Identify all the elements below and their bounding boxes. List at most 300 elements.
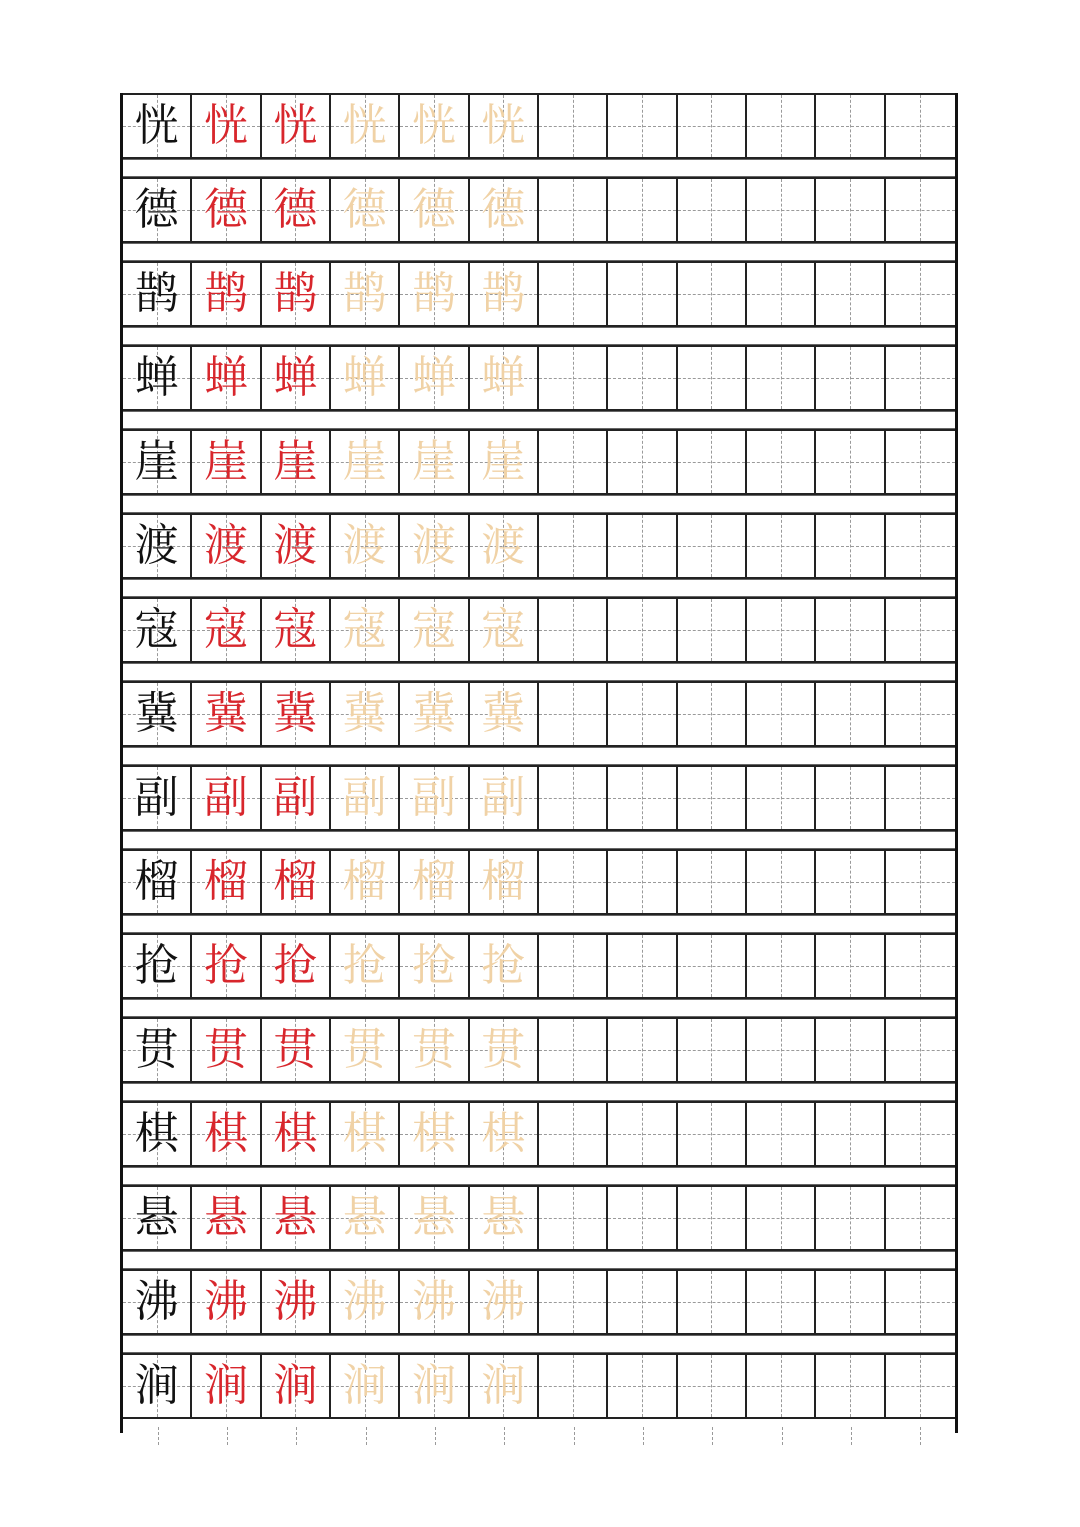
row-spacer	[123, 1335, 955, 1353]
trace-character: 涧	[411, 1360, 456, 1411]
grid-cell[interactable]	[400, 515, 469, 577]
grid-cell[interactable]	[678, 599, 747, 661]
row-spacer	[123, 495, 955, 513]
example-character: 涧	[203, 1360, 248, 1411]
trace-character: 冀	[481, 688, 526, 739]
grid-cell[interactable]	[678, 767, 747, 829]
trace-character: 榴	[481, 856, 526, 907]
trace-character: 崖	[481, 436, 526, 487]
grid-cell[interactable]	[608, 599, 677, 661]
grid-cell[interactable]	[886, 935, 955, 997]
grid-cell[interactable]	[816, 347, 885, 409]
grid-cell[interactable]	[886, 1187, 955, 1249]
grid-cell[interactable]	[886, 1103, 955, 1165]
trace-character: 寇	[411, 604, 456, 655]
grid-cell[interactable]	[678, 179, 747, 241]
grid-cell[interactable]	[886, 515, 955, 577]
trace-character: 渡	[481, 520, 526, 571]
row-spacer	[123, 999, 955, 1017]
grid-cell[interactable]	[678, 347, 747, 409]
row-spacer	[123, 1167, 955, 1185]
practice-row	[123, 345, 955, 411]
grid-cell[interactable]	[816, 1019, 885, 1081]
example-character: 冀	[203, 688, 248, 739]
practice-sheet	[120, 93, 958, 1433]
grid-cell	[192, 347, 261, 409]
grid-cell[interactable]	[400, 1103, 469, 1165]
grid-cell[interactable]	[816, 599, 885, 661]
grid-cell[interactable]	[816, 683, 885, 745]
trace-character: 贯	[342, 1024, 387, 1075]
grid-cell[interactable]	[608, 1103, 677, 1165]
grid-cell[interactable]	[539, 767, 608, 829]
grid-cell[interactable]	[678, 1355, 747, 1417]
grid-cell	[123, 515, 192, 577]
grid-cell[interactable]	[816, 767, 885, 829]
grid-cell[interactable]	[816, 851, 885, 913]
grid-cell[interactable]	[331, 347, 400, 409]
grid-cell[interactable]	[539, 599, 608, 661]
grid-cell[interactable]	[539, 1355, 608, 1417]
grid-cell[interactable]	[400, 935, 469, 997]
guide-stub	[262, 1427, 331, 1445]
grid-cell[interactable]	[608, 179, 677, 241]
example-character: 贯	[203, 1024, 248, 1075]
grid-cell[interactable]	[678, 683, 747, 745]
grid-cell[interactable]	[539, 1019, 608, 1081]
grid-cell[interactable]	[816, 431, 885, 493]
model-character: 德	[134, 184, 179, 235]
grid-cell[interactable]	[608, 935, 677, 997]
grid-cell[interactable]	[747, 1103, 816, 1165]
trace-character: 抢	[342, 940, 387, 991]
guide-stub	[608, 1427, 677, 1445]
grid-cell[interactable]	[400, 1019, 469, 1081]
row-spacer	[123, 747, 955, 765]
example-character: 寇	[273, 604, 318, 655]
trace-character: 蝉	[342, 352, 387, 403]
grid-cell[interactable]	[608, 851, 677, 913]
trace-character: 鹊	[481, 268, 526, 319]
grid-cell[interactable]	[747, 1187, 816, 1249]
grid-cell[interactable]	[678, 263, 747, 325]
grid-cell[interactable]	[608, 1187, 677, 1249]
grid-cell[interactable]	[400, 851, 469, 913]
grid-cell	[262, 179, 331, 241]
grid-cell[interactable]	[608, 1271, 677, 1333]
grid-cell[interactable]	[816, 935, 885, 997]
grid-cell	[262, 683, 331, 745]
grid-cell	[192, 1103, 261, 1165]
grid-cell[interactable]	[747, 347, 816, 409]
grid-cell[interactable]	[331, 935, 400, 997]
grid-cell[interactable]	[470, 1019, 539, 1081]
grid-cell	[262, 347, 331, 409]
model-character: 沸	[134, 1276, 179, 1327]
grid-cell[interactable]	[470, 179, 539, 241]
grid-cell	[192, 431, 261, 493]
example-character: 恍	[273, 100, 318, 151]
grid-cell	[123, 767, 192, 829]
grid-cell	[123, 599, 192, 661]
model-character: 寇	[134, 604, 179, 655]
grid-cell	[123, 1019, 192, 1081]
grid-cell[interactable]	[747, 431, 816, 493]
example-character: 悬	[273, 1192, 318, 1243]
grid-cell	[262, 515, 331, 577]
grid-cell[interactable]	[470, 851, 539, 913]
grid-cell[interactable]	[678, 431, 747, 493]
grid-cell[interactable]	[608, 1019, 677, 1081]
grid-cell[interactable]	[678, 1103, 747, 1165]
row-spacer	[123, 327, 955, 345]
trace-character: 渡	[411, 520, 456, 571]
grid-cell	[123, 851, 192, 913]
grid-cell	[262, 1355, 331, 1417]
model-character: 贯	[134, 1024, 179, 1075]
grid-cell[interactable]	[470, 1271, 539, 1333]
grid-cell	[262, 1103, 331, 1165]
grid-cell[interactable]	[886, 1355, 955, 1417]
grid-cell[interactable]	[816, 179, 885, 241]
grid-cell[interactable]	[678, 1019, 747, 1081]
model-character: 崖	[134, 436, 179, 487]
trace-character: 沸	[481, 1276, 526, 1327]
grid-cell[interactable]	[331, 179, 400, 241]
model-character: 冀	[134, 688, 179, 739]
trace-character: 沸	[411, 1276, 456, 1327]
grid-cell[interactable]	[608, 347, 677, 409]
grid-cell[interactable]	[331, 431, 400, 493]
grid-cell[interactable]	[539, 515, 608, 577]
trace-character: 恍	[411, 100, 456, 151]
trace-character: 鹊	[342, 268, 387, 319]
model-character: 恍	[134, 100, 179, 151]
grid-cell[interactable]	[400, 1187, 469, 1249]
grid-cell[interactable]	[539, 1103, 608, 1165]
grid-cell[interactable]	[331, 683, 400, 745]
grid-cell[interactable]	[678, 851, 747, 913]
grid-cell[interactable]	[816, 95, 885, 157]
trace-character: 寇	[342, 604, 387, 655]
model-character: 蝉	[134, 352, 179, 403]
grid-cell	[123, 1103, 192, 1165]
grid-cell[interactable]	[608, 515, 677, 577]
example-character: 沸	[273, 1276, 318, 1327]
grid-cell	[123, 683, 192, 745]
grid-cell[interactable]	[608, 1355, 677, 1417]
grid-cell[interactable]	[470, 95, 539, 157]
row-spacer	[123, 411, 955, 429]
guide-stub	[470, 1427, 539, 1445]
grid-cell[interactable]	[539, 683, 608, 745]
grid-cell[interactable]	[331, 1019, 400, 1081]
grid-cell[interactable]	[470, 935, 539, 997]
grid-cell[interactable]	[539, 263, 608, 325]
grid-cell[interactable]	[747, 1271, 816, 1333]
grid-cell[interactable]	[331, 1187, 400, 1249]
example-character: 鹊	[203, 268, 248, 319]
grid-cell[interactable]	[608, 95, 677, 157]
grid-cell[interactable]	[539, 431, 608, 493]
grid-cell[interactable]	[470, 599, 539, 661]
example-character: 副	[273, 772, 318, 823]
grid-cell[interactable]	[539, 95, 608, 157]
grid-cell[interactable]	[608, 767, 677, 829]
grid-cell	[192, 1019, 261, 1081]
grid-cell[interactable]	[747, 1019, 816, 1081]
trace-character: 恍	[342, 100, 387, 151]
model-character: 棋	[134, 1108, 179, 1159]
grid-cell	[123, 1355, 192, 1417]
grid-cell[interactable]	[886, 95, 955, 157]
trace-character: 鹊	[411, 268, 456, 319]
grid-cell[interactable]	[886, 263, 955, 325]
example-character: 榴	[203, 856, 248, 907]
grid-cell[interactable]	[816, 263, 885, 325]
grid-cell[interactable]	[816, 1355, 885, 1417]
grid-cell[interactable]	[747, 95, 816, 157]
grid-cell[interactable]	[747, 263, 816, 325]
model-character: 鹊	[134, 268, 179, 319]
grid-cell[interactable]	[816, 1103, 885, 1165]
grid-cell[interactable]	[539, 347, 608, 409]
grid-cell	[192, 515, 261, 577]
practice-row	[123, 765, 955, 831]
trace-character: 悬	[342, 1192, 387, 1243]
grid-cell[interactable]	[816, 515, 885, 577]
row-spacer	[123, 663, 955, 681]
grid-cell	[123, 1187, 192, 1249]
grid-cell[interactable]	[331, 767, 400, 829]
guide-stub	[747, 1427, 816, 1445]
trace-character: 副	[411, 772, 456, 823]
guide-stub	[331, 1427, 400, 1445]
grid-cell[interactable]	[539, 935, 608, 997]
trace-character: 寇	[481, 604, 526, 655]
trace-character: 贯	[481, 1024, 526, 1075]
grid-cell	[192, 1271, 261, 1333]
grid-cell[interactable]	[747, 515, 816, 577]
grid-cell[interactable]	[747, 179, 816, 241]
trace-character: 抢	[481, 940, 526, 991]
model-character: 榴	[134, 856, 179, 907]
example-character: 棋	[203, 1108, 248, 1159]
grid-cell[interactable]	[400, 683, 469, 745]
grid-cell	[262, 1019, 331, 1081]
practice-row	[123, 261, 955, 327]
example-character: 悬	[203, 1192, 248, 1243]
grid-cell[interactable]	[608, 431, 677, 493]
grid-cell[interactable]	[747, 851, 816, 913]
trace-character: 涧	[481, 1360, 526, 1411]
grid-cell	[192, 683, 261, 745]
grid-cell[interactable]	[470, 431, 539, 493]
grid-cell[interactable]	[400, 179, 469, 241]
grid-cell[interactable]	[747, 1355, 816, 1417]
grid-cell[interactable]	[608, 263, 677, 325]
grid-cell[interactable]	[816, 1271, 885, 1333]
grid-cell[interactable]	[886, 431, 955, 493]
example-character: 沸	[203, 1276, 248, 1327]
guide-stub	[123, 1427, 192, 1445]
grid-cell[interactable]	[886, 179, 955, 241]
row-spacer	[123, 831, 955, 849]
example-character: 副	[203, 772, 248, 823]
model-character: 渡	[134, 520, 179, 571]
grid-cell[interactable]	[400, 1271, 469, 1333]
example-character: 涧	[273, 1360, 318, 1411]
grid-cell[interactable]	[331, 263, 400, 325]
grid-cell[interactable]	[470, 1355, 539, 1417]
grid-cell	[262, 1187, 331, 1249]
example-character: 蝉	[273, 352, 318, 403]
trace-character: 沸	[342, 1276, 387, 1327]
practice-row	[123, 513, 955, 579]
grid-cell	[123, 263, 192, 325]
grid-cell	[192, 95, 261, 157]
row-spacer	[123, 243, 955, 261]
grid-cell[interactable]	[747, 767, 816, 829]
grid-cell[interactable]	[331, 599, 400, 661]
example-character: 德	[273, 184, 318, 235]
guide-stub	[400, 1427, 469, 1445]
grid-cell[interactable]	[886, 851, 955, 913]
grid-cell[interactable]	[470, 515, 539, 577]
trace-character: 副	[342, 772, 387, 823]
grid-cell[interactable]	[331, 1271, 400, 1333]
grid-cell	[192, 599, 261, 661]
grid-cell[interactable]	[400, 431, 469, 493]
trace-character: 崖	[411, 436, 456, 487]
grid-cell	[262, 1271, 331, 1333]
practice-row	[123, 1269, 955, 1335]
grid-cell[interactable]	[470, 767, 539, 829]
trace-character: 崖	[342, 436, 387, 487]
grid-cell[interactable]	[886, 347, 955, 409]
grid-cell	[192, 767, 261, 829]
grid-cell[interactable]	[539, 1271, 608, 1333]
grid-cell[interactable]	[400, 599, 469, 661]
grid-cell[interactable]	[886, 1271, 955, 1333]
grid-cell	[192, 179, 261, 241]
grid-cell[interactable]	[400, 767, 469, 829]
practice-row	[123, 429, 955, 495]
practice-row	[123, 1353, 955, 1419]
grid-cell[interactable]	[331, 95, 400, 157]
grid-cell[interactable]	[470, 347, 539, 409]
grid-cell[interactable]	[678, 935, 747, 997]
example-character: 冀	[273, 688, 318, 739]
trace-character: 德	[342, 184, 387, 235]
trace-character: 恍	[481, 100, 526, 151]
example-character: 崖	[273, 436, 318, 487]
grid-cell[interactable]	[886, 1019, 955, 1081]
example-character: 渡	[203, 520, 248, 571]
trace-character: 蝉	[411, 352, 456, 403]
trace-character: 蝉	[481, 352, 526, 403]
grid-cell[interactable]	[678, 95, 747, 157]
grid-cell[interactable]	[747, 599, 816, 661]
trace-character: 抢	[411, 940, 456, 991]
example-character: 德	[203, 184, 248, 235]
grid-cell[interactable]	[539, 179, 608, 241]
trace-character: 榴	[411, 856, 456, 907]
grid-cell	[192, 263, 261, 325]
grid-cell[interactable]	[539, 1187, 608, 1249]
example-character: 渡	[273, 520, 318, 571]
grid-cell	[123, 431, 192, 493]
grid-cell[interactable]	[747, 683, 816, 745]
grid-cell[interactable]	[608, 683, 677, 745]
grid-cell[interactable]	[470, 263, 539, 325]
row-spacer	[123, 579, 955, 597]
grid-cell[interactable]	[331, 1355, 400, 1417]
trace-character: 冀	[411, 688, 456, 739]
model-character: 副	[134, 772, 179, 823]
trace-character: 榴	[342, 856, 387, 907]
guide-stub	[678, 1427, 747, 1445]
grid-cell	[123, 95, 192, 157]
example-character: 榴	[273, 856, 318, 907]
grid-cell	[262, 95, 331, 157]
grid-cell[interactable]	[678, 515, 747, 577]
grid-cell	[262, 599, 331, 661]
grid-cell[interactable]	[886, 683, 955, 745]
grid-cell[interactable]	[678, 1187, 747, 1249]
grid-cell[interactable]	[400, 95, 469, 157]
example-character: 鹊	[273, 268, 318, 319]
grid-cell[interactable]	[400, 347, 469, 409]
trace-character: 棋	[481, 1108, 526, 1159]
practice-row	[123, 933, 955, 999]
trace-character: 涧	[342, 1360, 387, 1411]
grid-cell[interactable]	[331, 1103, 400, 1165]
grid-cell[interactable]	[886, 767, 955, 829]
row-spacer	[123, 159, 955, 177]
grid-cell[interactable]	[539, 851, 608, 913]
grid-cell[interactable]	[816, 1187, 885, 1249]
trace-character: 悬	[481, 1192, 526, 1243]
grid-cell	[123, 179, 192, 241]
trace-character: 贯	[411, 1024, 456, 1075]
example-character: 棋	[273, 1108, 318, 1159]
grid-cell[interactable]	[331, 515, 400, 577]
example-character: 崖	[203, 436, 248, 487]
grid-cell[interactable]	[400, 263, 469, 325]
grid-cell[interactable]	[678, 1271, 747, 1333]
trace-character: 棋	[342, 1108, 387, 1159]
grid-cell[interactable]	[331, 851, 400, 913]
grid-cell	[192, 851, 261, 913]
grid-cell[interactable]	[747, 935, 816, 997]
example-character: 贯	[273, 1024, 318, 1075]
practice-row	[123, 1017, 955, 1083]
trace-character: 冀	[342, 688, 387, 739]
grid-cell[interactable]	[470, 683, 539, 745]
model-character: 涧	[134, 1360, 179, 1411]
guide-stub	[886, 1427, 955, 1445]
grid-cell[interactable]	[886, 599, 955, 661]
grid-cell[interactable]	[470, 1187, 539, 1249]
grid-cell[interactable]	[400, 1355, 469, 1417]
guide-stub	[192, 1427, 261, 1445]
grid-cell[interactable]	[470, 1103, 539, 1165]
grid-cell	[262, 935, 331, 997]
grid-cell	[262, 851, 331, 913]
model-character: 抢	[134, 940, 179, 991]
example-character: 恍	[203, 100, 248, 151]
